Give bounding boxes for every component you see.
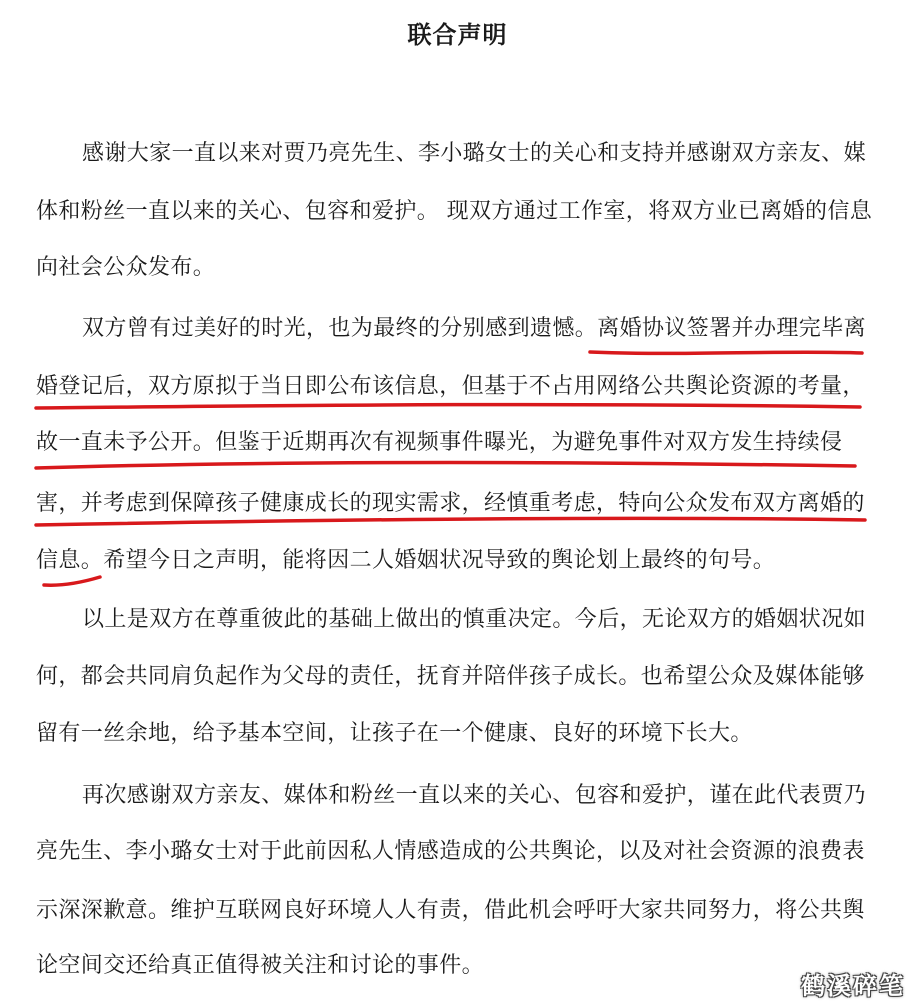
document-title: 联合声明 (407, 21, 508, 49)
paragraph-3-line-1: 以上是双方在尊重彼此的基础上做出的慎重决定。今后，无论双方的婚姻状况如 (82, 607, 867, 632)
paragraph-4-line-4: 论空间交还给真正值得被关注和讨论的事件。 (36, 953, 485, 978)
paragraph-2-line-4: 害，并考虑到保障孩子健康成长的现实需求，经慎重考虑，特向公众发布双方离婚的 (36, 491, 865, 516)
paragraph-3-line-2: 何，都会共同肩负起作为父母的责任，抚育并陪伴孩子成长。也希望公众及媒体能够 (36, 664, 865, 689)
paragraph-2-line-5: 信息。希望今日之声明，能将因二人婚姻状况导致的舆论划上最终的句号。 (36, 548, 776, 573)
paragraph-1-line-3: 向社会公众发布。 (36, 255, 216, 280)
paragraph-2-line-2: 婚登记后，双方原拟于当日即公布该信息，但基于不占用网络公共舆论资源的考量， (36, 374, 865, 399)
paragraph-3-line-3: 留有一丝余地，给予基本空间，让孩子在一个健康、良好的环境下长大。 (36, 721, 753, 746)
underline-stroke-1 (590, 352, 862, 353)
watermark-text: 鹤溪碎笔 (801, 972, 905, 1000)
paragraph-4-line-1: 再次感谢双方亲友、媒体和粉丝一直以来的关心、包容和爱护，谨在此代表贾乃 (82, 783, 867, 808)
paragraph-4-line-3: 示深深歉意。维护互联网良好环境人人有责，借此机会呼吁大家共同努力，将公共舆 (36, 898, 865, 923)
paragraph-1-line-2: 体和粉丝一直以来的关心、包容和爱护。 现双方通过工作室，将双方业已离婚的信息 (36, 199, 873, 224)
paragraph-2-line-1: 双方曾有过美好的时光，也为最终的分别感到遗憾。离婚协议签署并办理完毕离 (82, 316, 867, 341)
paragraph-1-line-1: 感谢大家一直以来对贾乃亮先生、李小璐女士的关心和支持并感谢双方亲友、媒 (82, 141, 867, 166)
underline-stroke-3 (36, 463, 855, 469)
paragraph-2-line-3: 故一直未予公开。但鉴于近期再次有视频事件曝光，为避免事件对双方发生持续侵 (36, 430, 843, 455)
paragraph-4-line-2: 亮先生、李小璐女士对于此前因私人情感造成的公共舆论，以及对社会资源的浪费表 (36, 839, 865, 864)
